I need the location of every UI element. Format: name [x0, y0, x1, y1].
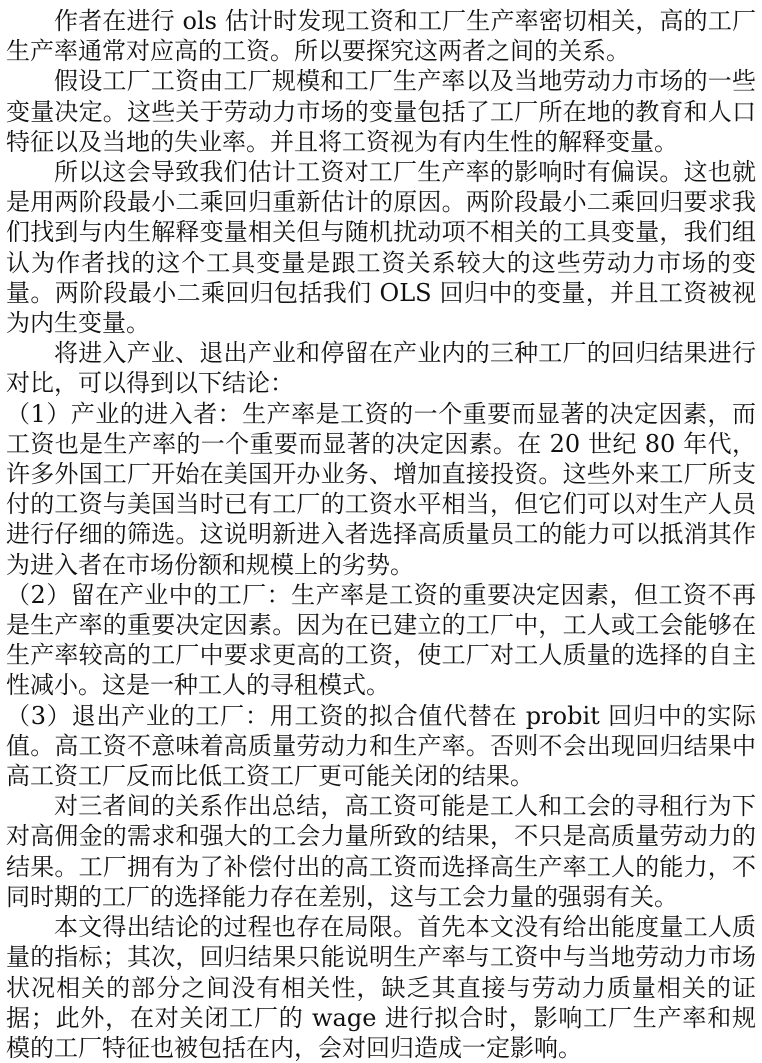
paragraph-exiters: （3）退出产业的工厂：用工资的拟合值代替在 probit 回归中的实际值。高工资不意味着高质量劳动力和生产率。否则不会出现回归结果中高工资工厂反而比低工资工厂更可能关闭的结果。 — [6, 701, 756, 791]
paragraph-wage-determinants: 假设工厂工资由工厂规模和工厂生产率以及当地劳动力市场的一些变量决定。这些关于劳动力市场的变量包括了工厂所在地的教育和人口特征以及当地的失业率。并且将工资视为有内生性的解释变量。 — [6, 67, 756, 156]
paragraph-two-stage-least-squares: 所以这会导致我们估计工资对工厂生产率的影响时有偏误。这也就是用两阶段最小二乘回归重新估计的原因。两阶段最小二乘回归要求我们找到与内生解释变量相关但与随机扰动项不相关的工具变量，我们组认为作者找的这个工具变量是跟工资关系较大的这些劳动力市场的变量。两阶段最小二乘回归包括我们 OLS 回归中的变量，并且工资被视为内生变量。 — [6, 158, 756, 338]
paragraph-ols-correlation: 作者在进行 ols 估计时发现工资和工厂生产率密切相关，高的工厂生产率通常对应高的工资。所以要探究这两者之间的关系。 — [6, 7, 756, 66]
paragraph-limitations: 本文得出结论的过程也存在局限。首先本文没有给出能度量工人质量的指标；其次，回归结果只能说明生产率与工资中与当地劳动力市场状况相关的部分之间没有相关性，缺乏其直接与劳动力质量相关的证据；此外，在对关闭工厂的 wage 进行拟合时，影响工厂生产率和规模的工厂特征也被包括在内，会对回归造成一定影响。 — [6, 913, 756, 1062]
paragraph-entrants: （1）产业的进入者：生产率是工资的一个重要而显著的决定因素，而工资也是生产率的一个重要而显著的决定因素。在 20 世纪 80 年代，许多外国工厂开始在美国开办业务、增加直接投资。这些外来工厂所支付的工资与美国当时已有工厂的工资水平相当，但它们可以对生产人员进行仔细的筛选。这说明新进入者选择高质量员工的能力可以抵消其作为进入者在市场份额和规模上的劣势。 — [6, 399, 756, 579]
paragraph-incumbents: （2）留在产业中的工厂：生产率是工资的重要决定因素，但工资不再是生产率的重要决定因素。因为在已建立的工厂中，工人或工会能够在生产率较高的工厂中要求更高的工资，使工厂对工人质量的选择的自主性减小。这是一种工人的寻租模式。 — [6, 580, 756, 700]
paragraph-summary: 对三者间的关系作出总结，高工资可能是工人和工会的寻租行为下对高佣金的需求和强大的工会力量所致的结果，不只是高质量劳动力的结果。工厂拥有为了补偿付出的高工资而选择高生产率工人的能力，不同时期的工厂的选择能力存在差别，这与工会力量的强弱有关。 — [6, 792, 756, 911]
paragraph-comparison-intro: 将进入产业、退出产业和停留在产业内的三种工厂的回归结果进行对比，可以得到以下结论： — [6, 339, 756, 398]
